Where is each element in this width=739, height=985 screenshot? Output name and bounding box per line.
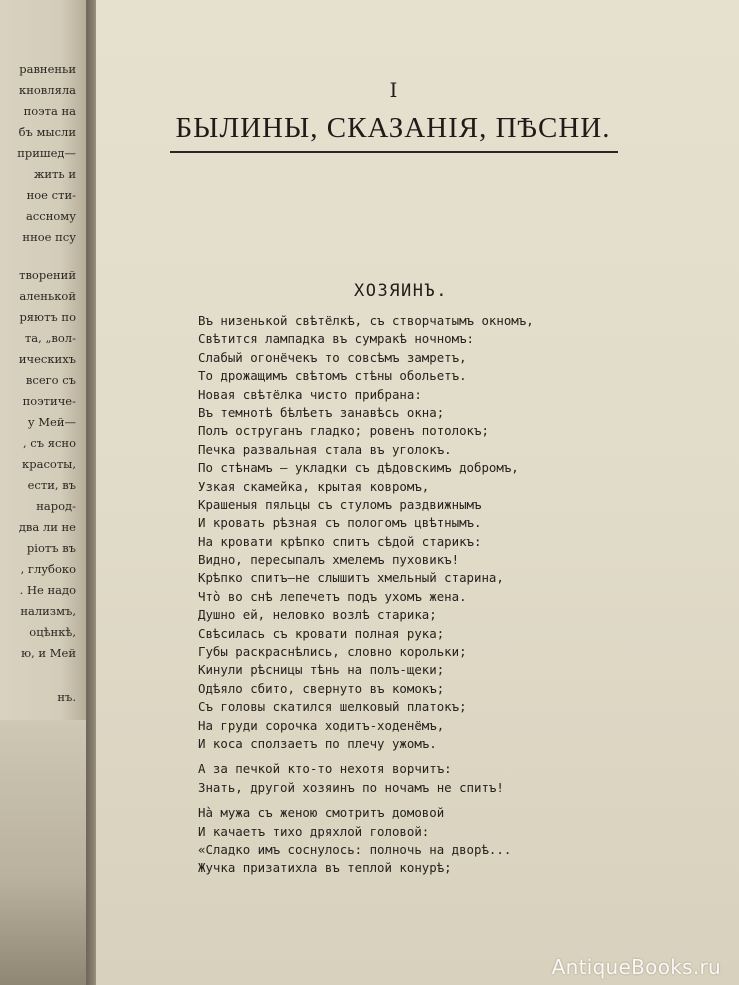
left-page-fragment: поэта на [23,104,76,118]
left-page-fragment: нъ. [57,690,76,704]
left-page-fragment: кновляла [19,83,76,97]
poem-line: А за печкой кто-то нехотя ворчитъ: [198,761,452,777]
poem-line: Съ головы скатился шелковый платокъ; [198,699,467,715]
left-page-fragment: , глубоко [20,562,76,576]
left-page-fragment: красоты, [22,457,76,471]
left-page-fragment: жить и [33,167,76,181]
title-rule [170,151,618,153]
poem-line: Крѣпко спитъ—не слышитъ хмельный старина, [198,570,504,586]
poem-line: Душно ей, неловко возлѣ старика; [198,607,437,623]
poem-line: Губы раскраснѣлись, словно корольки; [198,644,467,660]
poem-line: Крашеныя пяльцы съ стуломъ раздвижнымъ [198,496,482,512]
poem-line: Слабый огонёчекъ то совсѣмъ замретъ, [198,349,467,365]
poem-line: Жучка призатихла въ теплой конурѣ; [198,860,452,876]
poem-line: То дрожащимъ свѣтомъ стѣны обольетъ. [198,368,467,384]
poem-line: Въ низенькой свѣтёлкѣ, съ створчатымъ окномъ, [198,313,534,328]
poem-line: Чтò во снѣ лепечетъ подъ ухомъ жена. [198,588,467,604]
poem-line: Полъ оструганъ гладко; ровенъ потолокъ; [198,423,489,439]
left-page-fragment: всего съ [25,373,76,387]
left-page-fragment: ести, въ [27,478,76,492]
poem-line: И качаетъ тихо дряхлой головой: [198,823,430,839]
left-page-fragment: два ли не [18,520,76,534]
left-page-fragment: ическихъ [18,352,76,366]
left-page-fragment: бъ мысли [18,125,76,139]
poem-line: Знать, другой хозяинъ по ночамъ не спитъ! [198,779,504,795]
stanza-gap [198,753,618,760]
poem-line: Свѣтится лампадка въ сумракѣ ночномъ: [198,331,475,347]
left-page-fragment: оцѣнкѣ, [29,625,76,639]
poem-line: «Сладко имъ соснулось: полночь на дворѣ... [198,841,512,857]
left-page-fragment: народ- [36,499,76,513]
left-page-fragment: ное сти- [26,188,76,202]
poem-line: Свѣсилась съ кровати полная рука; [198,625,445,641]
left-page-fragment: ряютъ по [19,310,76,324]
chapter-number: I [389,78,398,102]
poem-line: Видно, пересыпалъ хмелемъ пуховикъ! [198,552,460,568]
poem-line: На груди сорочка ходитъ-ходенёмъ, [198,717,445,733]
poem-line: И коса сползаетъ по плечу ужомъ. [198,735,437,751]
left-page-fragment: ю, и Мей [21,646,76,660]
left-page-fragment: ассному [25,209,76,223]
left-page-fragment: нализмъ, [20,604,76,618]
watermark: AntiqueBooks.ru [551,955,721,979]
poem-line: Кинули рѣсницы тѣнь на полъ-щеки; [198,662,445,678]
left-page [0,0,86,720]
left-page-lower [0,720,86,985]
poem-line: Въ темнотѣ бѣлѣетъ занавѣсь окна; [198,404,445,420]
poem-line: На кровати крѣпко спитъ сѣдой старикъ: [198,533,482,549]
left-page-fragment: аленькой [19,289,76,303]
left-page-fragment: . Не надо [19,583,76,597]
left-page-fragment: поэтиче- [22,394,76,408]
poem-body [198,312,618,878]
stanza-gap [198,797,618,804]
left-page-fragment: ріотъ въ [26,541,76,555]
poem-line: Нà мужа съ женою смотритъ домовой [198,805,445,821]
poem-line: Печка развальная стала въ уголокъ. [198,441,452,457]
poem-line: Новая свѣтёлка чисто прибрана: [198,386,422,402]
poem-title: ХОЗЯИНЪ. [354,281,448,301]
left-page-fragment: нное псу [22,230,76,244]
poem-line: Узкая скамейка, крытая ковромъ, [198,478,430,494]
poem-line: Одѣяло сбито, свернуто въ комокъ; [198,680,445,696]
poem-line: И кровать рѣзная съ пологомъ цвѣтнымъ. [198,515,482,531]
poem-line: По стѣнамъ — укладки съ дѣдовскимъ добромъ, [198,460,519,476]
section-title: БЫЛИНЫ, СКАЗАНІЯ, ПѢСНИ. [175,112,611,144]
left-page-fragment: равненьи [19,62,76,76]
left-page-fragment: пришед— [17,146,76,160]
left-page-fragment: у Мей— [27,415,76,429]
left-page-fragment: , съ ясно [22,436,76,450]
left-page-fragment: творений [19,268,76,282]
left-page-fragment: та, „вол- [24,331,76,345]
